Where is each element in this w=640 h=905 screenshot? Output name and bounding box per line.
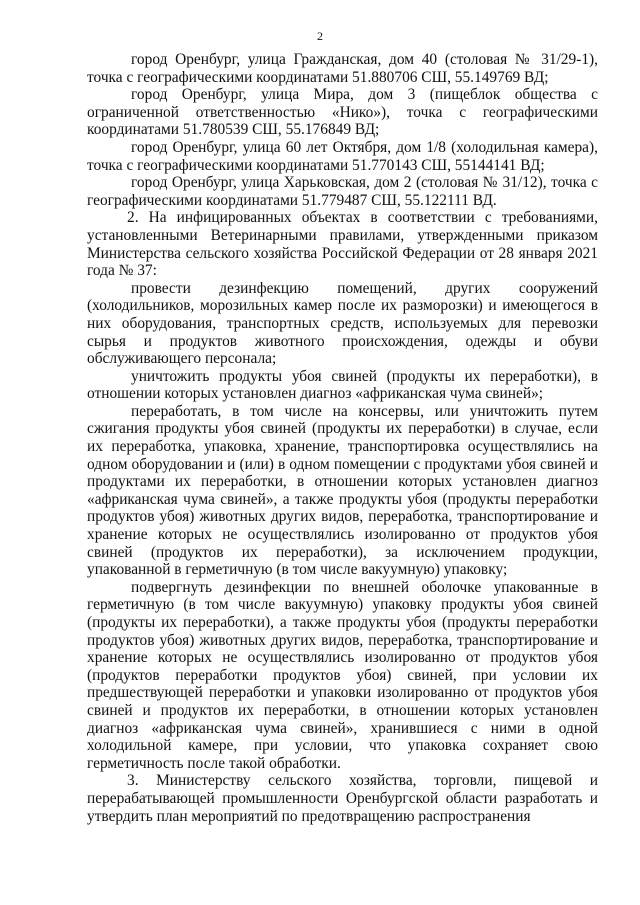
paragraph-item-2: 2. На инфицированных объектах в соответствии с требованиями, установленными Ветеринарными правилами, утвержденными приказом Министерства сельского хозяйства Российской Федерации от 28 января 2021 года № 37: — [87, 209, 598, 280]
paragraph-address-kharkovskaya: город Оренбург, улица Харьковская, дом 2 (столовая № 31/12), точка с географическими координатами 51.779487 СШ, 55.122111 ВД. — [87, 174, 598, 209]
page-number: 2 — [317, 29, 323, 43]
paragraph-address-mira: город Оренбург, улица Мира, дом 3 (пищеблок общества с ограниченной ответственностью «Нико»), точка с географическими координатами 51.780539 СШ, 55.176849 ВД; — [87, 86, 598, 139]
paragraph-process-products: переработать, в том числе на консервы, или уничтожить путем сжигания продукты убоя свиней (продукты их переработки) в случае, если их переработка, упаковка, хранение, транспортировка осуществлялись на одном оборудовании и (или) в одном помещении с продуктами убоя свиней и продуктами их переработки, в отношении которых установлен диагноз «африканская чума свиней», а также продукты убоя (продукты переработки продуктов убоя) животных других видов, переработка, транспортирование и хранение которых не осуществлялись изолированно от продуктов убоя свиней (продуктов их переработки), за исключением продукции, упакованной в герметичную (в том числе вакуумную) упаковку; — [87, 402, 598, 579]
paragraph-disinfection: провести дезинфекцию помещений, других сооружений (холодильников, морозильных камер после их разморозки) и имеющегося в них оборудования, транспортных средств, используемых для перевозки сырья и продуктов животного происхождения, одежды и обуви обслуживающего персонала; — [87, 279, 598, 368]
paragraph-disinfect-packaging: подвергнуть дезинфекции по внешней оболочке упакованные в герметичную (в том числе вакуумную) упаковку продукты убоя свиней (продукты их переработки), а также продукты убоя (продукты переработки продуктов убоя) животных других видов, переработка, транспортирование и хранение которых не осуществлялись изолированно от продуктов убоя (продуктов переработки продуктов убоя) свиней, при условии их предшествующей переработки и упаковки изолированно от продуктов убоя свиней и продуктов их переработки, в отношении которых установлен диагноз «африканская чума свиней», хранившиеся с ними в одной холодильной камере, при условии, что упаковка сохраняет свою герметичность после такой обработки. — [87, 578, 598, 772]
paragraph-address-60-let-oktyabrya: город Оренбург, улица 60 лет Октября, дом 1/8 (холодильная камера), точка с географическими координатами 51.770143 СШ, 55144141 ВД; — [87, 138, 598, 174]
paragraph-address-grazhdanskaya: город Оренбург, улица Гражданская, дом 40 (столовая № 31/29-1), точка с географическими координатами 51.880706 СШ, 55.149769 ВД; — [87, 51, 598, 86]
document-body — [87, 51, 598, 825]
paragraph-destroy-products: уничтожить продукты убоя свиней (продукты их переработки), в отношении которых установлен диагноз «африканская чума свиней»; — [87, 367, 598, 403]
paragraph-item-3: 3. Министерству сельского хозяйства, торговли, пищевой и перерабатывающей промышленности Оренбургской области разработать и утвердить план мероприятий по предотвращению распространения — [87, 772, 598, 825]
